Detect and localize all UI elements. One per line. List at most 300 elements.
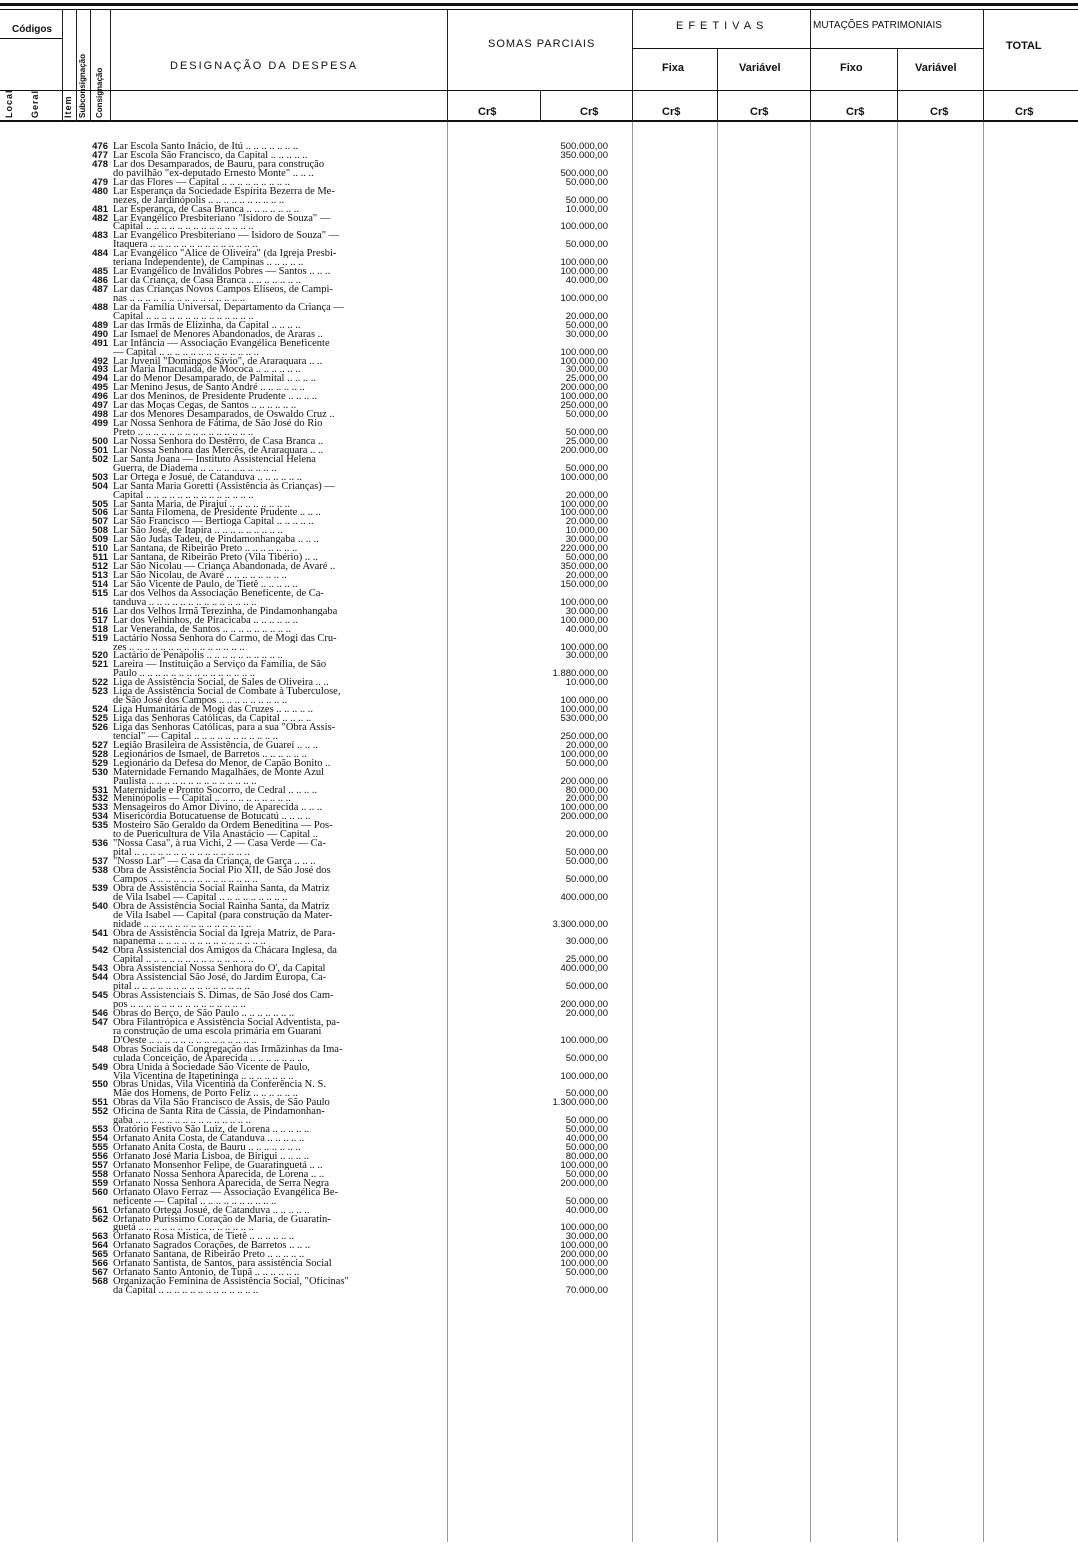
table-row — [80, 303, 550, 312]
table-row — [80, 884, 550, 893]
row-code: 542 — [92, 945, 108, 957]
row-description: zes .. .. .. .. .. .. .. .. .. .. .. .. .. .. .. — [113, 642, 245, 652]
col-divider — [717, 48, 718, 122]
row-value: 20.000,00 — [565, 793, 608, 805]
table-row — [80, 614, 608, 626]
table-row — [80, 1231, 608, 1243]
header-subconsignacao: Subconsignação — [78, 53, 87, 118]
row-description: Obras da Vila São Francisco de Assis, de São Paulo — [113, 1098, 330, 1108]
table-row — [80, 784, 608, 796]
row-code: 495 — [92, 382, 108, 394]
header-geral: Geral — [30, 89, 40, 118]
row-description: Maternidade e Pronto Socorro, de Cedral .. .. .. .. — [113, 785, 318, 795]
row-code: 491 — [92, 337, 108, 349]
row-value: 50.000,00 — [565, 176, 608, 188]
row-code: 518 — [92, 623, 108, 635]
row-value: 100.000,00 — [560, 695, 608, 707]
table-row — [80, 918, 608, 930]
header-total: TOTAL — [1006, 40, 1042, 52]
table-row — [80, 552, 608, 564]
row-description: tanduva .. .. .. .. .. .. .. .. .. .. .. .. .. .. — [113, 597, 257, 607]
row-description: Orfanato Nossa Senhora Aparecida, de Lorena .. .. — [113, 1169, 325, 1179]
row-description: Lar São Judas Tadeu, de Pindamonhangaba .. .. .. — [113, 535, 319, 545]
row-value: 30.000,00 — [565, 650, 608, 662]
row-value: 50.000,00 — [565, 847, 608, 859]
table-row — [80, 355, 608, 367]
currency-label: Cr$ — [1015, 106, 1034, 118]
body-col-line — [810, 122, 811, 1542]
row-description: de São José dos Campos .. .. .. .. .. .. .. .. .. — [113, 696, 288, 706]
row-code: 487 — [92, 284, 108, 295]
table-row — [80, 981, 608, 993]
table-row — [80, 382, 608, 394]
row-code: 483 — [92, 230, 108, 242]
table-row — [80, 1070, 608, 1082]
row-value: 350.000,00 — [560, 149, 608, 161]
table-row — [80, 623, 608, 635]
row-code: 567 — [92, 1267, 108, 1279]
row-code: 523 — [92, 686, 108, 698]
row-code: 552 — [92, 1106, 108, 1118]
table-row — [80, 1277, 550, 1286]
row-value: 20.000,00 — [565, 829, 608, 841]
row-code: 498 — [92, 409, 108, 421]
row-description: Capital .. .. .. .. .. .. .. .. .. .. .. .. .. .. — [113, 955, 254, 965]
table-row — [80, 570, 608, 581]
row-value: 20.000,00 — [565, 516, 608, 528]
table-row — [80, 346, 608, 358]
row-description: Lar dos Velhinhos, de Piracicaba .. .. .. .. .. .. — [113, 615, 298, 625]
row-code: 544 — [92, 972, 108, 984]
row-value: 3.300.000,00 — [552, 918, 608, 930]
row-description: Capital .. .. .. .. .. .. .. .. .. .. .. .. .. .. — [113, 311, 254, 321]
table-row — [80, 516, 608, 528]
row-description: Orfanato Nossa Senhora Aparecida, de Serra Negra — [113, 1178, 330, 1188]
table-row — [80, 748, 608, 760]
row-value: 25.000,00 — [565, 435, 608, 447]
header-fixa: Fixa — [662, 62, 685, 74]
row-value: 530.000,00 — [560, 713, 608, 724]
row-code: 568 — [92, 1276, 108, 1288]
row-code: 547 — [92, 1016, 108, 1028]
row-code: 559 — [92, 1177, 108, 1189]
header-local: Local — [4, 89, 14, 118]
col-divider — [632, 10, 633, 122]
table-row — [80, 1027, 550, 1036]
row-description: Lar Nossa Senhora de Fátima, de São José do Rio — [113, 419, 323, 429]
col-divider — [897, 48, 898, 122]
row-code: 532 — [92, 793, 108, 805]
table-row — [80, 319, 608, 331]
row-description: Orfanato Anita Costa, de Bauru .. .. .. .. .. .. .. — [113, 1143, 301, 1152]
row-value: 40.000,00 — [565, 623, 608, 635]
row-value: 50.000,00 — [565, 1168, 608, 1180]
row-value: 30.000,00 — [565, 605, 608, 617]
row-code: 533 — [92, 802, 108, 814]
row-description: Campos .. .. .. .. .. .. .. .. .. .. .. .. .. .. — [113, 874, 258, 884]
table-row — [80, 704, 608, 716]
row-value: 100.000,00 — [560, 221, 608, 233]
row-code: 508 — [92, 525, 108, 537]
row-code: 537 — [92, 856, 108, 867]
row-code: 563 — [92, 1231, 108, 1243]
row-code: 499 — [92, 418, 108, 430]
row-value: 40.000,00 — [565, 275, 608, 287]
table-row — [80, 462, 608, 474]
row-description: Lar Ortega e Josué, de Catanduva .. .. .. .. .. .. — [113, 472, 302, 482]
row-description: de Vila Isabel — Capital .. .. .. .. .. .. .. .. .. — [113, 892, 288, 902]
table-row — [80, 203, 608, 215]
row-value: 100.000,00 — [560, 1258, 608, 1270]
row-description: Lar Santa Filomena, de Presidente Prudente .. .. .. — [113, 508, 321, 518]
row-code: 555 — [92, 1142, 108, 1153]
row-code: 548 — [92, 1043, 108, 1055]
table-row — [80, 1063, 550, 1072]
table-row — [80, 266, 608, 278]
row-description: Lar dos Meninos, de Presidente Prudente .. .. .. .. — [113, 392, 318, 402]
table-row — [80, 1177, 608, 1189]
table-row — [80, 1195, 608, 1207]
row-code: 556 — [92, 1150, 108, 1162]
row-value: 1.880.000,00 — [552, 668, 608, 680]
body-col-line — [983, 122, 984, 1542]
table-row — [80, 1267, 608, 1279]
row-description: Lar Esperança da Sociedade Espírita Bezerra de Me- — [113, 186, 335, 196]
row-code: 566 — [92, 1258, 108, 1270]
table-row — [80, 1204, 608, 1216]
row-description: Orfanato Santo Antonio, de Tupã .. .. .. .. .. .. — [113, 1268, 300, 1278]
row-code: 502 — [92, 453, 108, 465]
table-row — [80, 482, 550, 491]
table-row — [80, 525, 608, 537]
row-value: 50.000,00 — [565, 427, 608, 438]
col-divider — [810, 10, 811, 122]
header-item: Item — [63, 95, 73, 118]
row-value: 100.000,00 — [560, 748, 608, 760]
row-value: 25.000,00 — [565, 954, 608, 966]
row-description: Lar Ismael de Menores Abandonados, de Araras .. — [113, 329, 323, 339]
row-description: Orfanato Santana, de Ribeirão Preto .. .. .. .. .. — [113, 1250, 305, 1260]
row-code: 562 — [92, 1213, 108, 1225]
row-description: Lar São Nicolau, de Avaré .. .. .. .. .. .. .. .. — [113, 571, 287, 580]
table-row — [80, 1249, 608, 1261]
currency-label: Cr$ — [750, 106, 769, 118]
row-value: 10.000,00 — [565, 525, 608, 537]
row-description: Lar Maria Imaculada, de Mococa .. .. .. .. .. .. — [113, 365, 301, 375]
row-code: 514 — [92, 578, 108, 590]
row-code: 515 — [92, 587, 108, 599]
row-description: Lar Nossa Senhora do Destêrro, de Casa Branca .. — [113, 436, 324, 446]
row-description: Orfanato Santista, de Santos, para assistência Social — [113, 1259, 332, 1269]
row-value: 100.000,00 — [560, 507, 608, 519]
row-description: napanema .. .. .. .. .. .. .. .. .. .. .. .. .. .. — [113, 937, 266, 947]
table-row — [80, 1285, 608, 1296]
row-value: 50.000,00 — [565, 1195, 608, 1207]
row-value: 100.000,00 — [560, 498, 608, 510]
table-row — [80, 1080, 550, 1089]
table-row — [80, 141, 608, 152]
row-value: 50.000,00 — [565, 239, 608, 251]
col-divider — [983, 10, 984, 122]
table-row — [80, 455, 550, 464]
table-row — [80, 275, 608, 287]
table-row — [80, 257, 608, 269]
table-row — [80, 194, 608, 206]
row-description: Obra Assistencial Nossa Senhora do O', da Capital — [113, 964, 326, 974]
table-row — [80, 650, 608, 662]
row-value: 20.000,00 — [565, 1007, 608, 1019]
row-description: Lar Infância — Associação Evangélica Beneficente — [113, 338, 330, 348]
table-row — [80, 373, 608, 385]
row-description: Paulo .. .. .. .. .. .. .. .. .. .. .. .. .. .. .. — [113, 669, 256, 679]
row-description: Lar das Flores — Capital .. .. .. .. .. .. .. .. .. — [113, 177, 291, 187]
row-description: Legião Brasileira de Assistência, de Guareí .. .. .. — [113, 740, 318, 750]
table-row — [80, 829, 608, 841]
table-row — [80, 1107, 550, 1116]
row-description: Lar Escola Santo Inácio, de Itú .. .. .. .. .. .. .. — [113, 142, 299, 151]
row-value: 220.000,00 — [560, 543, 608, 555]
row-code: 546 — [92, 1007, 108, 1019]
table-row — [80, 811, 608, 823]
row-description: Misericórdia Botucatuense de Botucatú .. .. .. .. — [113, 812, 311, 822]
row-description: Maternidade Fernando Magalhães, de Monte Azul — [113, 767, 325, 777]
row-description: pital .. .. .. .. .. .. .. .. .. .. .. .. .. .. .. — [113, 848, 250, 858]
header-sep — [0, 38, 62, 39]
table-row — [80, 902, 550, 911]
currency-label: Cr$ — [580, 106, 599, 118]
row-description: Organização Feminina de Assistência Social, "Oficinas" — [113, 1277, 349, 1287]
row-description: Obras do Berço, de São Paulo .. .. .. .. .. .. .. — [113, 1008, 295, 1018]
row-description: Lactário Nossa Senhora do Carmo, de Mogi das Cru- — [113, 633, 337, 643]
row-code: 480 — [92, 185, 108, 197]
currency-label: Cr$ — [930, 106, 949, 118]
table-row — [80, 471, 608, 483]
row-description: Lar São Francisco — Bertioga Capital .. .. .. .. .. — [113, 517, 314, 527]
row-value: 100.000,00 — [560, 471, 608, 483]
row-description: Obra Assistencial São José, do Jardim Europa, Ca- — [113, 973, 327, 983]
table-row — [80, 149, 608, 161]
row-code: 524 — [92, 704, 108, 716]
row-code: 482 — [92, 212, 108, 224]
table-row — [80, 1097, 608, 1109]
row-code: 481 — [92, 203, 108, 215]
row-description: Obra de Assistência Social Pio XII, de São José dos — [113, 865, 331, 875]
row-code: 506 — [92, 507, 108, 519]
table-row — [80, 160, 550, 169]
row-value: 50.000,00 — [565, 1052, 608, 1064]
row-description: Lar da Criança, de Casa Branca .. .. .. .. .. .. .. — [113, 276, 302, 286]
header-designacao: DESIGNAÇÃO DA DESPESA — [170, 60, 359, 72]
row-description: Oficina de Santa Rita de Cássia, de Pindamonhan- — [113, 1107, 325, 1117]
table-row — [80, 730, 608, 742]
row-value: 1.300.000,00 — [552, 1097, 608, 1109]
row-value: 100.000,00 — [560, 1240, 608, 1252]
row-value: 50.000,00 — [565, 873, 608, 885]
row-value: 10.000,00 — [565, 677, 608, 689]
table-row — [80, 713, 608, 724]
table-row — [80, 723, 550, 732]
row-value: 100.000,00 — [560, 1159, 608, 1171]
row-code: 543 — [92, 963, 108, 975]
row-value: 200.000,00 — [560, 1249, 608, 1261]
row-value: 200.000,00 — [560, 811, 608, 823]
row-value: 100.000,00 — [560, 266, 608, 278]
table-row — [80, 187, 550, 196]
table-row — [80, 1159, 608, 1171]
table-row — [80, 176, 608, 188]
row-description: Lareira — Instituição a Serviço da Família, de São — [113, 660, 327, 670]
row-description: Mosteiro São Geraldo da Ordem Beneditina — Pos- — [113, 821, 333, 831]
row-description: nidade .. .. .. .. .. .. .. .. .. .. .. .. .. .. — [113, 919, 252, 929]
row-value: 50.000,00 — [565, 757, 608, 769]
row-description: pos .. .. .. .. .. .. .. .. .. .. .. .. .. .. .. — [113, 1000, 246, 1009]
row-code: 493 — [92, 364, 108, 376]
table-row — [80, 1188, 550, 1197]
body-col-line — [632, 122, 633, 1542]
row-description: Legionários de Ismael, de Barretos .. .. .. .. .. .. — [113, 749, 307, 759]
table-row — [80, 1088, 608, 1100]
row-description: Lar São Nicolau — Criança Abandonada, de Avaré .. — [113, 562, 336, 572]
row-code: 565 — [92, 1249, 108, 1261]
row-description: Orfanato Anita Costa, de Catanduva .. .. .. .. .. — [113, 1134, 305, 1144]
table-row — [80, 999, 608, 1010]
row-description: Lar Esperança, de Casa Branca .. .. .. .. .. .. .. — [113, 204, 300, 214]
row-description: Lar da Família Universal, Departamento da Criança — — [113, 302, 344, 312]
row-value: 500.000,00 — [560, 167, 608, 179]
row-code: 478 — [92, 158, 108, 170]
top-rule-thin — [0, 9, 1078, 10]
table-row — [80, 1258, 608, 1270]
row-description: gaba .. .. .. .. .. .. .. .. .. .. .. .. .. .. .. — [113, 1116, 251, 1126]
table-row — [80, 660, 550, 669]
table-row — [80, 364, 608, 376]
table-row — [80, 1045, 550, 1054]
row-value: 100.000,00 — [560, 1222, 608, 1234]
row-code: 553 — [92, 1124, 108, 1136]
row-value: 50.000,00 — [565, 856, 608, 867]
row-description: Guerra, de Diadema .. .. .. .. .. .. .. .. .. .. — [113, 463, 277, 473]
row-description: Lar Evangélico "Alice de Oliveira" (da Igreja Presbi- — [113, 249, 337, 259]
row-code: 509 — [92, 534, 108, 546]
row-code: 497 — [92, 400, 108, 412]
table-row — [80, 1168, 608, 1180]
header-sep — [0, 90, 1078, 91]
row-description: Obras Sociais da Congregação das Irmãzinhas da Ima- — [113, 1044, 343, 1054]
row-code: 507 — [92, 516, 108, 528]
table-row — [80, 821, 550, 830]
row-description: Lar Escola São Francisco, da Capital .. .. .. .. .. — [113, 150, 308, 160]
header-somas-parciais: SOMAS PARCIAIS — [488, 38, 596, 50]
row-description: Orfanato Ortega Josué, de Catanduva .. .. .. .. .. — [113, 1205, 310, 1215]
table-row — [80, 856, 608, 867]
row-value: 20.000,00 — [565, 489, 608, 501]
table-row — [80, 534, 608, 546]
row-description: ra construção de uma escola primária em Guarani — [113, 1026, 322, 1036]
row-description: teriana Independente), de Campinas .. .. .. .. .. — [113, 258, 304, 268]
row-description: Lar Santa Maria Goretti (Assistência às Crianças) — — [113, 481, 335, 491]
row-value: 50.000,00 — [565, 194, 608, 206]
table-row — [80, 249, 550, 258]
top-rule — [0, 3, 1078, 6]
table-row — [80, 427, 608, 438]
row-description: Liga de Assistência Social de Combate à Tuberculose, — [113, 687, 341, 697]
table-row — [80, 409, 608, 421]
row-value: 100.000,00 — [560, 1070, 608, 1082]
row-description: do pavilhão "ex-deputado Ernesto Monte" .. .. .. — [113, 168, 314, 178]
table-row — [80, 954, 608, 966]
row-code: 503 — [92, 471, 108, 483]
table-row — [80, 231, 550, 240]
row-description: neficente — Capital .. .. .. .. .. .. .. .. .. .. — [113, 1196, 277, 1206]
row-description: Obra Assistencial dos Amigos da Chácara Inglesa, da — [113, 946, 337, 956]
table-row — [80, 891, 608, 903]
row-description: Lar São José, de Itapira .. .. .. .. .. .. .. .. .. — [113, 526, 283, 536]
row-description: Lar Santa Maria, de Pirajuí .. .. .. .. .. .. .. .. — [113, 499, 291, 509]
row-code: 494 — [92, 373, 108, 385]
row-code: 477 — [92, 149, 108, 161]
row-description: Lar Evangélico de Inválidos Pobres — Santos .. .. .. — [113, 267, 331, 277]
table-row — [80, 1240, 608, 1252]
col-divider — [110, 10, 111, 122]
header-sep — [632, 48, 983, 49]
row-code: 535 — [92, 820, 108, 832]
row-description: to de Puericultura de Vila Anastácio — Capital .. — [113, 830, 319, 840]
row-code: 529 — [92, 757, 108, 769]
row-value: 100.000,00 — [560, 596, 608, 608]
row-value: 50.000,00 — [565, 462, 608, 474]
table-row — [80, 677, 608, 689]
table-row — [80, 873, 608, 885]
row-value: 250.000,00 — [560, 400, 608, 412]
row-code: 512 — [92, 561, 108, 573]
row-description: Lar Nossa Senhora das Mercês, de Araraquara .. .. — [113, 445, 324, 455]
row-value: 100.000,00 — [560, 391, 608, 403]
row-value: 100.000,00 — [560, 802, 608, 814]
col-divider — [447, 10, 448, 122]
row-code: 534 — [92, 811, 108, 823]
table-row — [80, 1034, 608, 1046]
row-code: 550 — [92, 1079, 108, 1091]
row-value: 30.000,00 — [565, 364, 608, 376]
row-value: 50.000,00 — [565, 552, 608, 564]
row-code: 540 — [92, 900, 108, 912]
table-row — [80, 292, 608, 304]
table-row — [80, 687, 550, 696]
table-row — [80, 839, 550, 848]
row-description: Lar Veneranda, de Santos .. .. .. .. .. .. .. .. .. — [113, 624, 291, 634]
row-code: 521 — [92, 659, 108, 671]
row-value: 80.000,00 — [565, 784, 608, 796]
row-description: Lar Santa Joana — Instituto Assistencial Helena — [113, 454, 316, 464]
table-row — [80, 757, 608, 769]
row-description: Lar do Menor Desamparado, de Palmital .. .. .. .. — [113, 374, 316, 384]
table-row — [80, 1150, 608, 1162]
row-description: Capital .. .. .. .. .. .. .. .. .. .. .. .. .. .. — [113, 490, 254, 500]
row-description: D'Oeste .. .. .. .. .. .. .. .. .. .. .. .. .. .. — [113, 1035, 257, 1045]
row-code: 492 — [92, 355, 108, 367]
table-row — [80, 739, 608, 751]
header-fixo: Fixo — [840, 62, 863, 74]
row-description: Liga de Assistência Social, de Sales de Oliveira .. .. — [113, 678, 329, 688]
row-value: 200.000,00 — [560, 444, 608, 456]
row-description: Obra de Assistência Social da Igreja Matriz, de Para- — [113, 928, 336, 938]
table-row — [80, 695, 608, 707]
row-description: tencial" — Capital .. .. .. .. .. .. .. .. .. .. .. — [113, 731, 278, 741]
row-value: 50.000,00 — [565, 1115, 608, 1127]
row-value: 30.000,00 — [565, 534, 608, 546]
row-code: 545 — [92, 990, 108, 1002]
row-code: 501 — [92, 444, 108, 456]
